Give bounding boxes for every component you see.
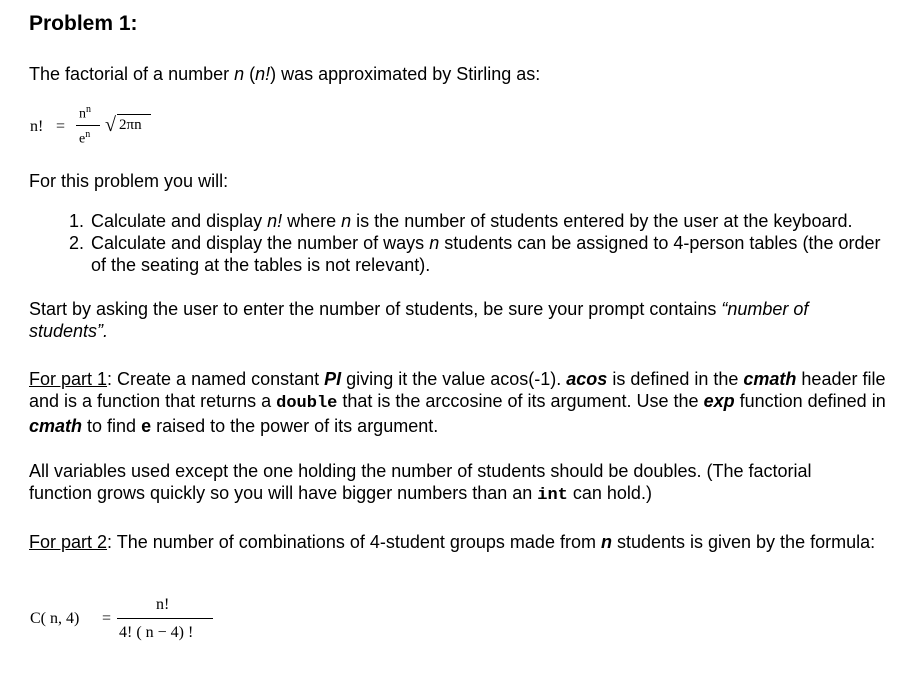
list-item bbox=[89, 232, 889, 276]
comb-denominator: 4! ( n − 4) ! bbox=[119, 624, 194, 641]
part1-text-1: : Create a named constant bbox=[107, 369, 325, 389]
part1-label: For part 1 bbox=[29, 369, 108, 389]
part1-e: e bbox=[141, 416, 152, 436]
intro-paragraph bbox=[29, 63, 889, 85]
part2-text-2: students is given by the formula: bbox=[611, 532, 876, 552]
start-quote: “number of students”. bbox=[29, 299, 809, 341]
intro-n: n bbox=[234, 64, 245, 84]
part1-text-7: to find bbox=[82, 416, 142, 436]
comb-fraction-bar bbox=[117, 618, 213, 619]
vars-text-2: can hold.) bbox=[567, 483, 652, 503]
stirling-num-exp: n bbox=[86, 104, 91, 115]
comb-lhs: C( n, 4) bbox=[30, 610, 80, 627]
stirling-den-exp: n bbox=[85, 129, 91, 140]
part1-text-3: is defined in the bbox=[607, 369, 744, 389]
stirling-fraction-bar bbox=[76, 125, 100, 126]
part1-double: double bbox=[276, 394, 338, 413]
problem-title: Problem 1: bbox=[29, 12, 138, 35]
list-item bbox=[89, 210, 889, 232]
part1-cmath-1: cmath bbox=[743, 369, 797, 389]
part1-acos: acos bbox=[566, 369, 608, 389]
sqrt-overline bbox=[117, 114, 151, 115]
step2-n: n bbox=[429, 233, 440, 253]
part2-paragraph bbox=[29, 531, 879, 553]
stirling-denominator bbox=[79, 129, 90, 148]
step1-nfact: n! bbox=[267, 211, 283, 231]
stirling-radicand: 2πn bbox=[119, 117, 142, 133]
step1-n: n bbox=[341, 211, 352, 231]
step2-text-c: students can be assigned to 4-person tables (the order of the seating at the tables is not relevant). bbox=[91, 233, 881, 275]
part2-n: n bbox=[600, 532, 612, 552]
vars-int: int bbox=[537, 486, 568, 505]
stirling-den-base: e bbox=[79, 131, 86, 147]
part1-text-6: function defined in bbox=[734, 391, 886, 411]
comb-equals: = bbox=[102, 610, 112, 627]
vars-paragraph bbox=[29, 460, 859, 507]
stirling-num-base: n bbox=[79, 106, 86, 122]
part1-paragraph bbox=[29, 368, 889, 437]
part2-text-1: : The number of combinations of 4-student groups made from bbox=[107, 532, 601, 552]
part1-exp: exp bbox=[703, 391, 735, 411]
vars-text-1: All variables used except the one holding the number of students should be doubles. (The factorial function grows quickly so you will have bigger numbers than an bbox=[29, 461, 812, 503]
part1-text-4: header file and is a function that returns a bbox=[29, 369, 886, 411]
intro-text-3: ) was approximated by Stirling as: bbox=[270, 64, 541, 84]
stirling-equals: = bbox=[56, 118, 66, 135]
stirling-lhs: n! bbox=[30, 118, 44, 135]
step1-text-e: is the number of students entered by the user at the keyboard. bbox=[351, 211, 853, 231]
step1-text-c: where bbox=[282, 211, 342, 231]
intro-text-1: The factorial of a number bbox=[29, 64, 235, 84]
sqrt-icon: √ bbox=[105, 114, 116, 136]
step1-text-a: Calculate and display bbox=[91, 211, 268, 231]
intro-text-2: ( bbox=[244, 64, 256, 84]
stirling-numerator bbox=[79, 104, 91, 123]
task-list bbox=[29, 210, 889, 276]
for-this-heading: For this problem you will: bbox=[29, 171, 229, 191]
part1-pi: PI bbox=[324, 369, 342, 389]
step2-text-a: Calculate and display the number of ways bbox=[91, 233, 430, 253]
intro-nfact: n! bbox=[255, 64, 271, 84]
part2-label: For part 2 bbox=[29, 532, 108, 552]
start-paragraph bbox=[29, 298, 829, 342]
part1-cmath-2: cmath bbox=[29, 416, 83, 436]
part1-text-2: giving it the value acos(-1). bbox=[341, 369, 567, 389]
comb-numerator: n! bbox=[156, 596, 170, 613]
part1-text-5: that is the arccosine of its argument. Use the bbox=[337, 391, 704, 411]
part1-text-8: raised to the power of its argument. bbox=[151, 416, 439, 436]
start-text: Start by asking the user to enter the number of students, be sure your prompt contains bbox=[29, 299, 722, 319]
